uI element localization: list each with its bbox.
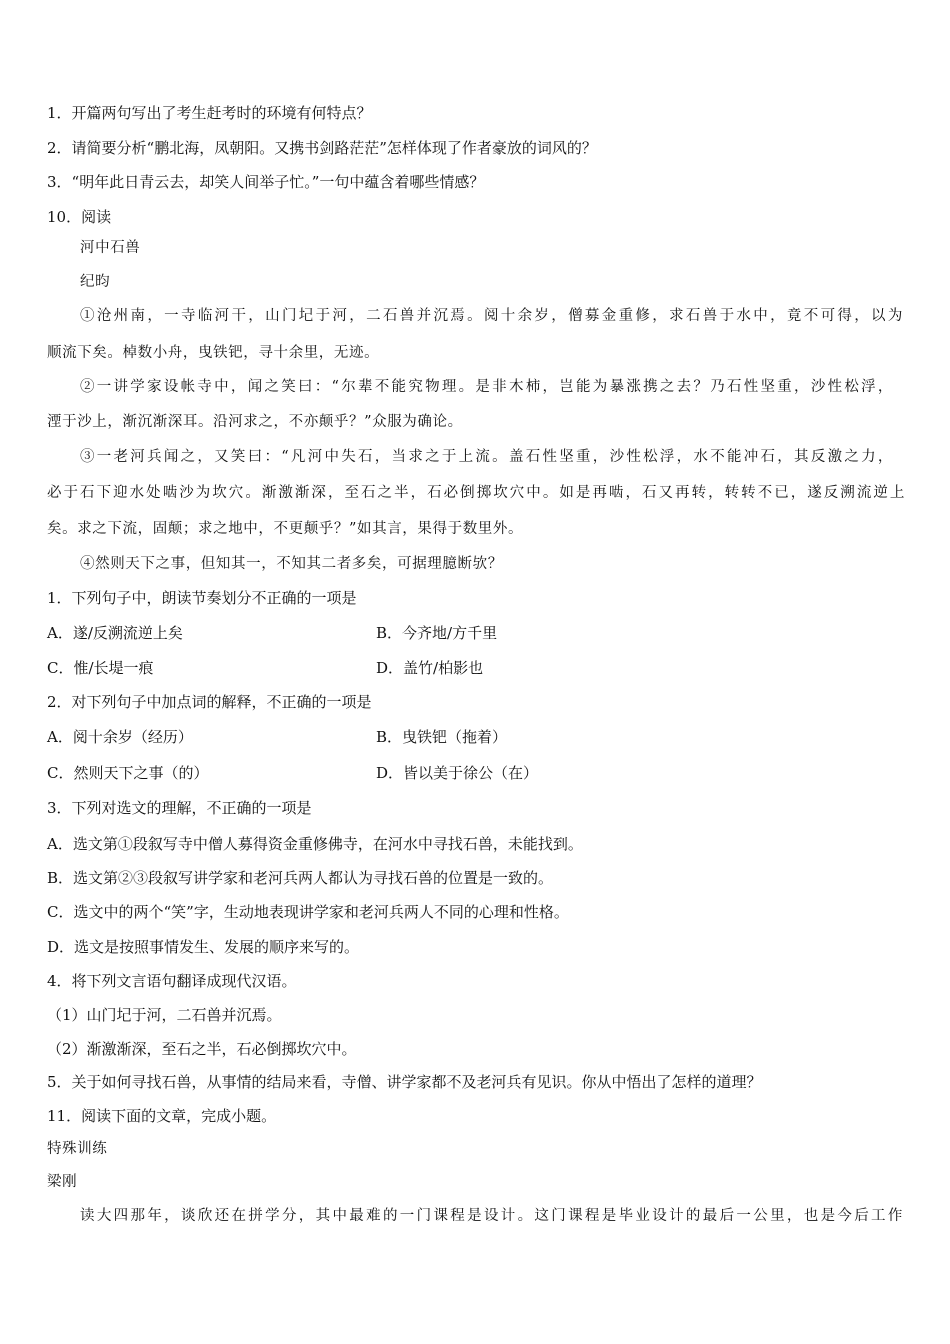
option-b: B．曳铁钯（拖着） <box>376 728 508 746</box>
passage-line: 湮于沙上，渐沉渐深耳。沿河求之，不亦颠乎？”众服为确论。 <box>47 414 463 430</box>
passage-line: 读大四那年，谈欣还在拼学分，其中最难的一门课程是设计。这门课程是毕业设计的最后一公里，也是今后工作 <box>80 1208 903 1224</box>
question-line: 2．请简要分析“鹏北海，凤朝阳。又携书剑路茫茫”怎样体现了作者豪放的词风的？ <box>47 139 597 157</box>
option-c: C．然则天下之事（的） <box>47 764 209 782</box>
passage-title: 河中石兽 <box>80 240 141 256</box>
option-c: C．选文中的两个“笑”字，生动地表现讲学家和老河兵两人不同的心理和性格。 <box>47 903 569 921</box>
passage-line: 必于石下迎水处啮沙为坎穴。渐激渐深，至石之半，石必倒掷坎穴中。如是再啮，石又再转，转转不已，遂反溯流逆上 <box>47 485 905 501</box>
passage-line: 矣。求之下流，固颠；求之地中，不更颠乎？”如其言，果得于数里外。 <box>47 521 524 537</box>
option-b: B．选文第②③段叙写讲学家和老河兵两人都认为寻找石兽的位置是一致的。 <box>47 869 554 887</box>
section-heading: 11．阅读下面的文章，完成小题。 <box>47 1107 277 1125</box>
option-d: D．皆以美于徐公（在） <box>376 764 539 782</box>
option-a: A．阅十余岁（经历） <box>47 728 193 746</box>
passage-line: ④然则天下之事，但知其一，不知其二者多矣，可据理臆断欤？ <box>80 556 503 572</box>
question-line: 3．下列对选文的理解，不正确的一项是 <box>47 799 312 817</box>
question-line: 1．下列句子中，朗读节奏划分不正确的一项是 <box>47 589 357 607</box>
passage-line: ②一讲学家设帐寺中，闻之笑曰：“尔辈不能究物理。是非木柿，岂能为暴涨携之去？乃石性坚重，沙性松浮， <box>80 379 893 395</box>
passage-line: ③一老河兵闻之，又笑曰：“凡河中失石，当求之于上流。盖石性坚重，沙性松浮，水不能冲石，其反激之力， <box>80 449 893 465</box>
passage-line: 顺流下矣。棹数小舟，曳铁钯，寻十余里，无迹。 <box>47 345 380 361</box>
question-line: 5．关于如何寻找石兽，从事情的结局来看，寺僧、讲学家都不及老河兵有见识。你从中悟出了怎样的道理？ <box>47 1073 762 1091</box>
sub-question: （1）山门圮于河，二石兽并沉焉。 <box>47 1006 282 1024</box>
question-line: 1．开篇两句写出了考生赶考时的环境有何特点？ <box>47 104 372 122</box>
option-d: D．盖竹/柏影也 <box>376 659 484 677</box>
section-heading: 10．阅读 <box>47 208 112 226</box>
passage-author: 梁刚 <box>47 1174 78 1190</box>
option-b: B．今齐地/方千里 <box>376 624 498 642</box>
option-a: A．选文第①段叙写寺中僧人募得资金重修佛寺，在河水中寻找石兽，未能找到。 <box>47 835 583 853</box>
option-a: A．遂/反溯流逆上矣 <box>47 624 183 642</box>
question-line: 2．对下列句子中加点词的解释，不正确的一项是 <box>47 693 372 711</box>
passage-author: 纪昀 <box>80 274 111 290</box>
passage-title: 特殊训练 <box>47 1141 108 1157</box>
option-d: D．选文是按照事情发生、发展的顺序来写的。 <box>47 938 360 956</box>
option-c: C．惟/长堤一痕 <box>47 659 154 677</box>
sub-question: （2）渐激渐深，至石之半，石必倒掷坎穴中。 <box>47 1040 357 1058</box>
question-line: 4．将下列文言语句翻译成现代汉语。 <box>47 972 297 990</box>
passage-line: ①沧州南，一寺临河干，山门圮于河，二石兽并沉焉。阅十余岁，僧募金重修，求石兽于水中，竟不可得，以为 <box>80 308 903 324</box>
question-line: 3．“明年此日青云去，却笑人间举子忙。”一句中蕴含着哪些情感？ <box>47 173 485 191</box>
